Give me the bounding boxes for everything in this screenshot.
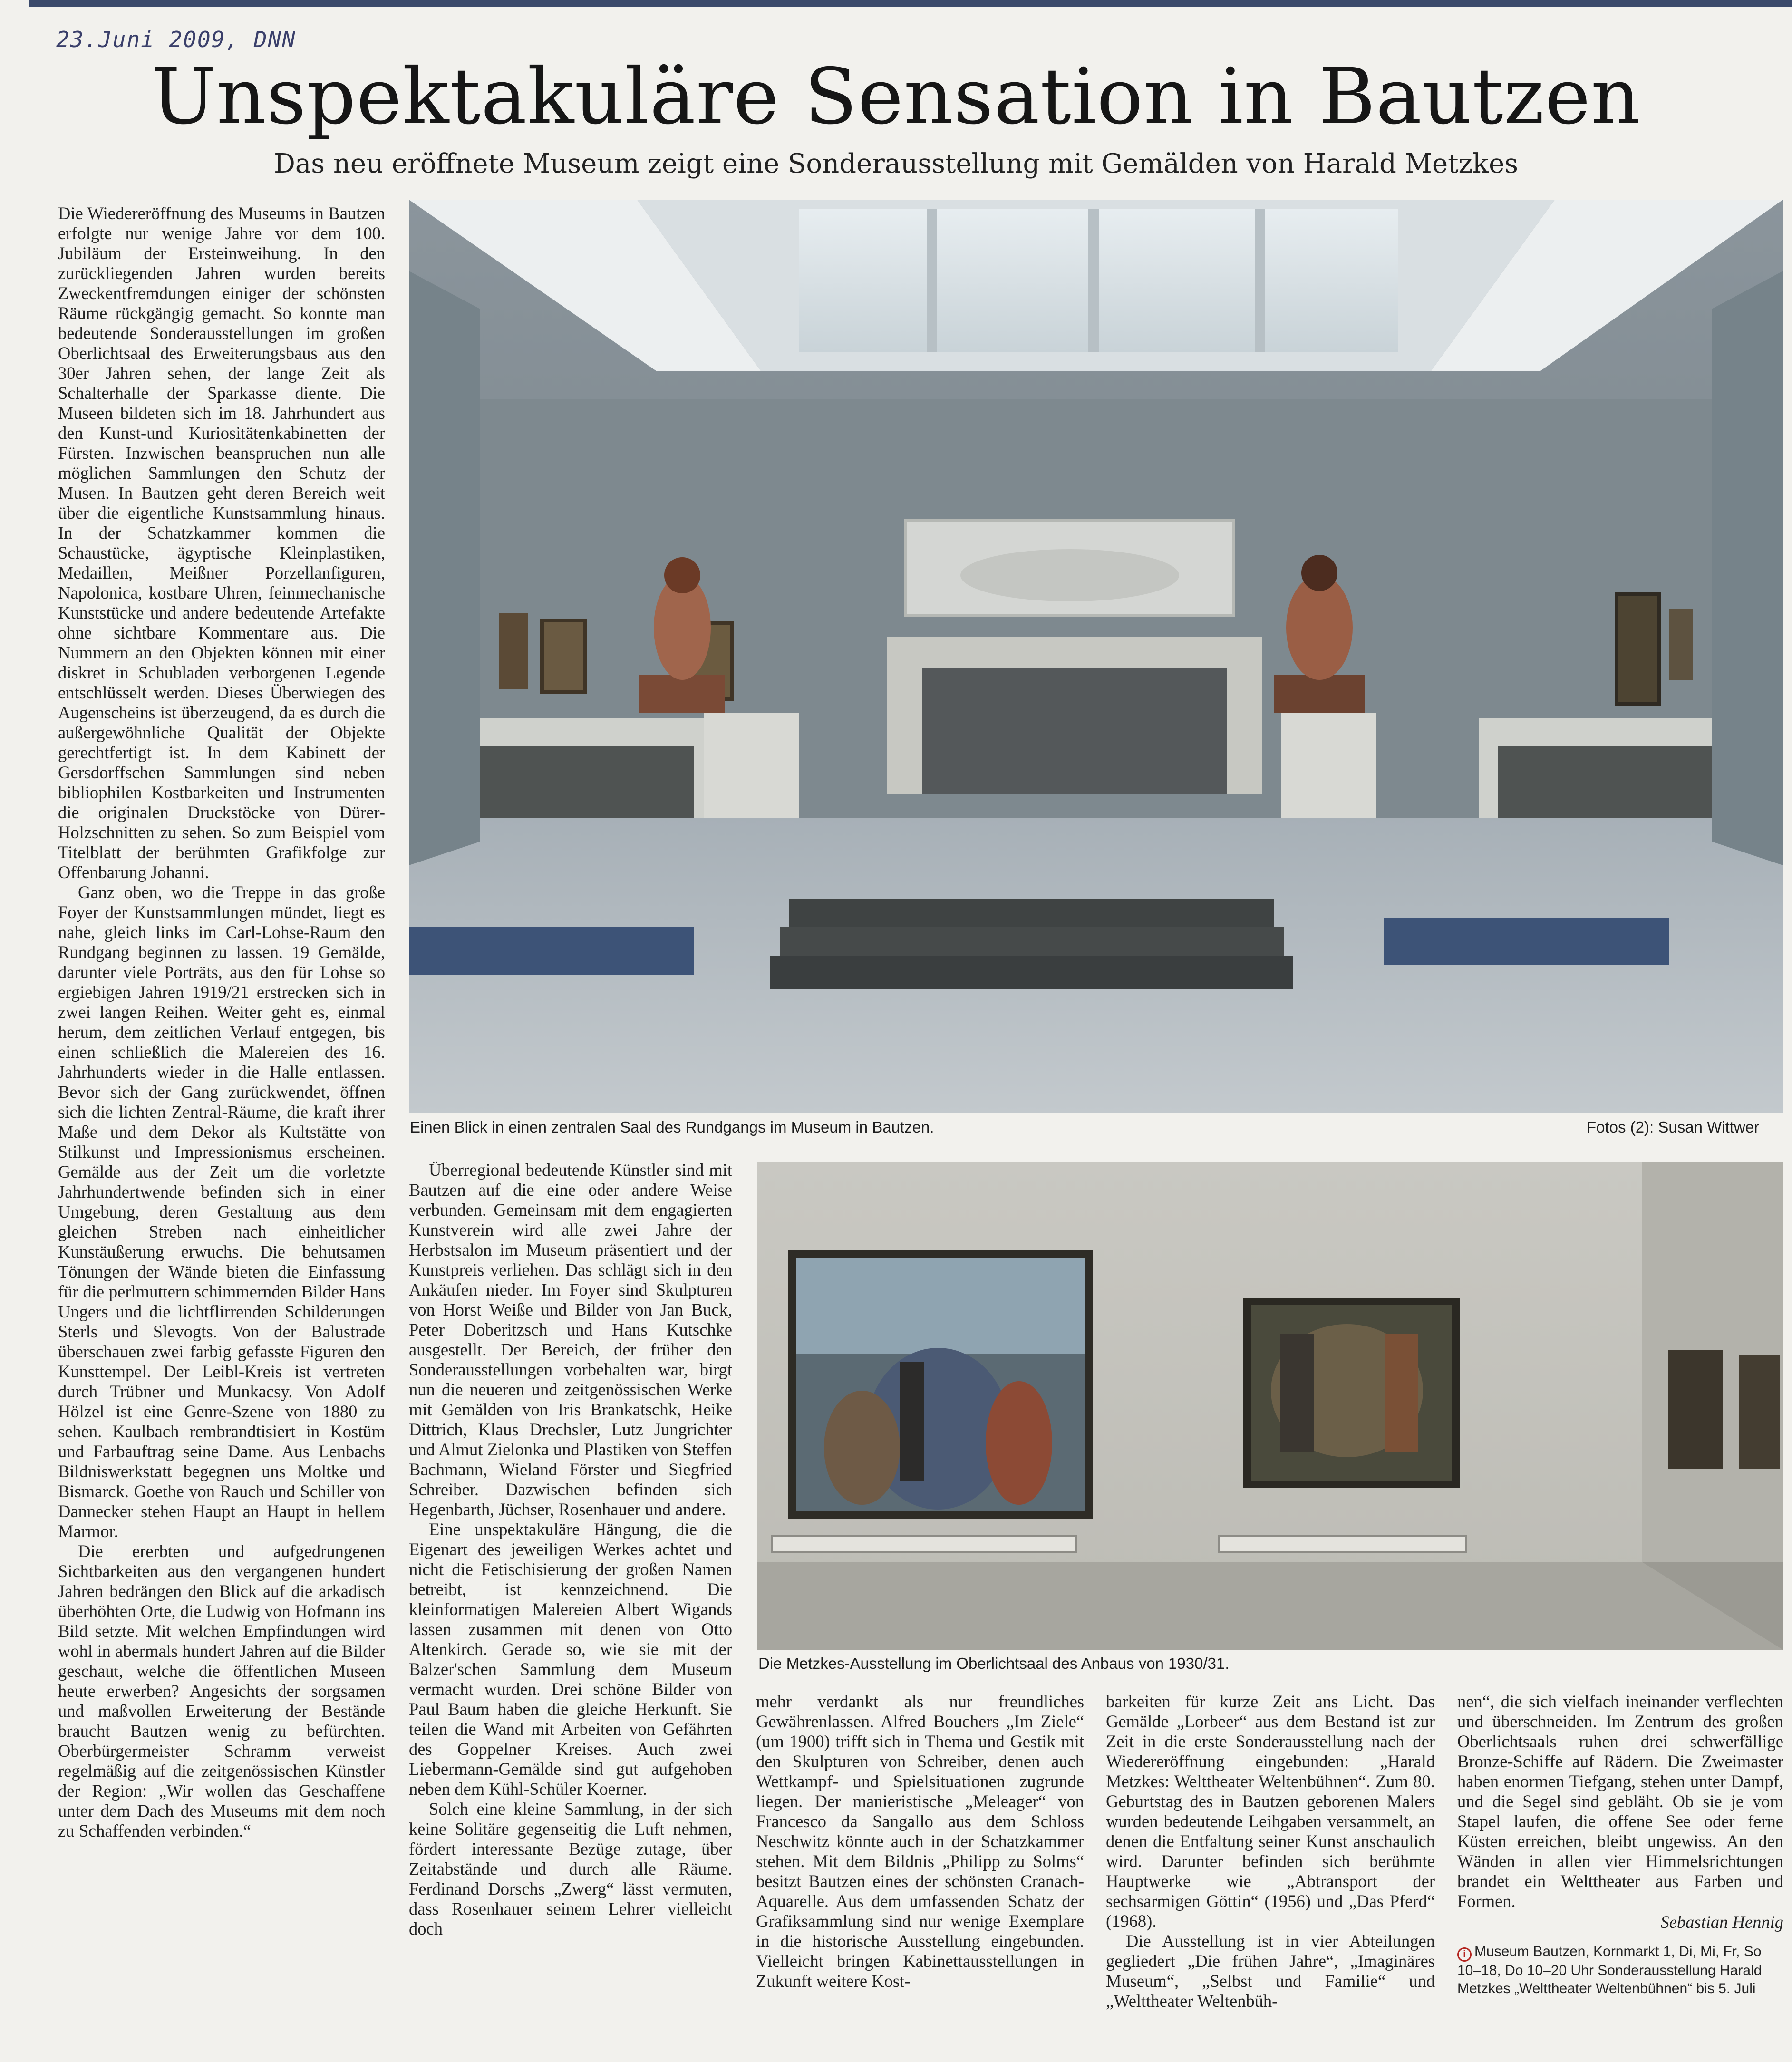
article-paragraph: barkeiten für kurze Zeit ans Licht. Das Gemälde „Lorbeer“ aus dem Bestand ist zur Zeit in die erste Sonderausstellung nach der Wiedereröffnung eingebunden: „Harald Metzkes: Welttheater Weltenbühnen“. Zum 80. Geburtstag des in Bautzen geborenen Malers wurden bedeutende Leihgaben versammelt, an denen die Entfaltung seiner Kunst anschaulich wird. Darunter befinden sich berühmte Hauptwerke wie „Abtransport der sechsarmigen Göttin“ (1956) und „Das Pferd“ (1968). xyxy=(1106,1692,1435,1931)
info-icon: i xyxy=(1457,1947,1472,1962)
info-box xyxy=(1457,1943,1783,1998)
article-column-2 xyxy=(409,1160,732,2040)
top-rule xyxy=(29,0,1792,7)
article-paragraph: Die Wiedereröffnung des Museums in Bautzen erfolgte nur wenige Jahre vor dem 100. Jubiläum der Ersteinweihung. In den zurückliegenden Jahren wurden bereits Zweckentfremdungen einiger der schönsten Räume rückgängig gemacht. So konnte man bedeutende Sonderausstellungen im großen Oberlichtsaal des Erweiterungsbaus aus den 30er Jahren sehen, der lange Zeit als Schalterhalle der Sparkasse diente. Die Museen bildeten sich im 18. Jahrhundert aus den Kunst-und Kuriositätenkabinetten der Fürsten. Inzwischen beanspruchen nun alle möglichen Sammlungen den Schutz der Musen. In Bautzen geht deren Bereich weit über die eigentliche Kunstsammlung hinaus. In der Schatzkammer kommen die Schaustücke, ägyptische Kleinplastiken, Medaillen, Meißner Porzellanfiguren, Napolonica, kostbare Uhren, feinmechanische Kunststücke und andere bedeutende Artefakte ohne sichtbare Kommentare aus. Die Nummern an den Objekten können mit einer diskret in Schubladen verborgenen Legende entschlüsselt werden. Dieses Überwiegen des Augenscheins ist überzeugend, da es durch die außergewöhnliche Qualität der Objekte gerechtfertigt ist. In dem Kabinett der Gersdorffschen Sammlungen sind neben bibliophilen Kostbarkeiten und Instrumenten die originalen Druckstöcke von Dürer-Holzschnitten zu sehen. So zum Beispiel vom Titelblatt der berühmten Grafikfolge zur Offenbarung Johanni. xyxy=(58,203,385,882)
photo-credit: Fotos (2): Susan Wittwer xyxy=(1587,1118,1760,1136)
author-byline: Sebastian Hennig xyxy=(1660,1912,1783,1932)
article-paragraph: Eine unspektakuläre Hängung, die die Eigenart des jeweiligen Werkes achtet und nicht die Fetischisierung der großen Namen betreibt, ist kennzeichnend. Die kleinformatigen Malereien Albert Wigands lassen zusammen mit denen von Otto Altenkirch. Gerade so, wie sie mit der Balzer'schen Sammlung dem Museum vermacht wurden. Drei schöne Bilder von Paul Baum haben die gleiche Herkunft. Sie teilen die Wand mit Arbeiten von Gefährten des Goppelner Kreises. Auch zwei Liebermann-Gemälde sind gut aufgehoben neben dem Kühl-Schüler Koerner. xyxy=(409,1520,732,1799)
article-column-3 xyxy=(756,1692,1084,2043)
article-paragraph: Die Ausstellung ist in vier Abteilungen gegliedert „Die frühen Jahre“, „Imaginäres Museum“, „Selbst und Familie“ und „Welttheater Weltenbüh- xyxy=(1106,1931,1435,2011)
article-paragraph: mehr verdankt als nur freundliches Gewährenlassen. Alfred Bouchers „Im Ziele“ (um 1900) trifft sich in Thema und Gestik mit den Skulpturen von Schreiber, denen auch Wettkampf- und Spielsituationen zugrunde liegen. Der manieristische „Meleager“ von Francesco da Sangallo aus dem Schloss Neschwitz könnte auch in der Schatzkammer stehen. Mit dem Bildnis „Philipp zu Solms“ besitzt Bautzen eines der schönsten Cranach-Aquarelle. Aus dem umfassenden Schatz der Grafiksammlung sind nur wenige Exemplare in die historische Ausstellung eingebunden. Vielleicht bringen Kabinettausstellungen in Zukunft weitere Kost- xyxy=(756,1692,1084,1991)
article-column-4 xyxy=(1106,1692,1435,2043)
subheadline: Das neu eröffnete Museum zeigt eine Sonderausstellung mit Gemälden von Harald Metzkes xyxy=(274,148,1518,179)
article-paragraph: Ganz oben, wo die Treppe in das große Foyer der Kunstsammlungen mündet, liegt es nahe, gleich links im Carl-Lohse-Raum den Rundgang beginnen zu lassen. 19 Gemälde, darunter viele Porträts, aus den für Lohse so ergiebigen Jahren 1919/21 erstrecken sich in zwei langen Reihen. Weiter geht es, einmal herum, dem zeitlichen Verlauf entgegen, bis einen schließlich die Malereien des 16. Jahrhunderts wieder in die Halle entlassen. Bevor sich der Gang zurückwendet, öffnen sich die lichten Zentral-Räume, die kraft ihrer Maße und dem Dekor als Kultstätte von Stilkunst und Impressionismus erscheinen. Gemälde aus der Zeit um die vorletzte Jahrhundertwende befinden sich in einer Umgebung, deren Gestaltung aus dem gleichen Streben nach einheitlicher Kunstäußerung erwuchs. Die behutsamen Tönungen der Wände bieten die Einfassung für die perlmuttern schimmernden Bilder Hans Ungers und die lichtflirrenden Schilderungen Sterls und Slevogts. Von der Balustrade überschauen zwei farbig gefasste Figuren den Kunsttempel. Der Leibl-Kreis ist vertreten durch Trübner und Munkacsy. Von Adolf Hölzel ist eine Genre-Szene von 1880 zu sehen. Kaulbach rembrandtisiert in Kostüm und Farbauftrag seine Dame. Aus Lenbachs Bildniswerkstatt begegnen uns Moltke und Bismarck. Goethe von Rauch und Schiller von Dannecker stehen Haupt an Haupt in hellem Marmor. xyxy=(58,882,385,1541)
headline: Unspektakuläre Sensation in Bautzen xyxy=(151,52,1641,142)
metzkes-exhibition-photo xyxy=(757,1162,1783,1650)
museum-hall-photo xyxy=(409,200,1783,1113)
article-column-1 xyxy=(58,203,385,2034)
article-column-5 xyxy=(1457,1692,1783,2043)
article-paragraph: Die ererbten und aufgedrungenen Sichtbarkeiten aus den vergangenen hundert Jahren bedrängen den Blick auf die arkadisch überhöhten Orte, die Ludwig von Hofmann ins Bild setzte. Mit welchen Empfindungen wird wohl in abermals hundert Jahren auf die Bilder geschaut, welche die öffentlichen Museen heute erwerben? Angesichts der sorgsamen und maßvollen Erweiterung der Bestände braucht Bautzen wenig zu befürchten. Oberbürgermeister Schramm verweist regelmäßig auf die zeitgenössischen Künstler der Region: „Wir wollen das Geschaffene unter dem Dach des Museums mit dem noch zu Schaffenden verbinden.“ xyxy=(58,1541,385,1840)
handwritten-date-note: 23.Juni 2009, DNN xyxy=(56,27,296,52)
photo-caption-bottom: Die Metzkes-Ausstellung im Oberlichtsaal des Anbaus von 1930/31. xyxy=(758,1655,1230,1672)
article-paragraph: Solch eine kleine Sammlung, in der sich keine Solitäre gegenseitig die Luft nehmen, fördert interessante Bezüge zutage, über Zeitabstände und durch alle Räume. Ferdinand Dorschs „Zwerg“ lässt vermuten, dass Rosenhauer seinem Lehrer vielleicht doch xyxy=(409,1799,732,1938)
article-paragraph: Überregional bedeutende Künstler sind mit Bautzen auf die eine oder andere Weise verbunden. Gemeinsam mit dem engagierten Kunstverein wird alle zwei Jahre der Herbstsalon im Museum präsentiert und der Kunstpreis verliehen. Das schlägt sich in den Ankäufen nieder. Im Foyer sind Skulpturen von Horst Weiße und Bilder von Jan Buck, Peter Doberitzsch und Hans Kutschke ausgestellt. Der Bereich, der früher den Sonderausstellungen vorbehalten war, birgt nun die neueren und zeitgenössischen Werke mit Gemälden von Iris Brankatschk, Heike Dittrich, Klaus Drechsler, Lutz Jungrichter und Almut Zielonka und Plastiken von Steffen Bachmann, Wieland Förster und Siegfried Schreiber. Dazwischen befinden sich Hegenbarth, Jüchser, Rosenhauer und andere. xyxy=(409,1160,732,1519)
article-paragraph: nen“, die sich vielfach ineinander verflechten und überschneiden. Im Zentrum des großen Oberlichtsaals ruhen drei schwerfällige Bronze-Schiffe auf Rädern. Die Zweimaster haben enormen Tiefgang, stehen unter Dampf, und die Segel sind gebläht. Ob sie je vom Stapel laufen, die offene See oder ferne Küsten erreichen, bleibt ungewiss. An den Wänden in allen vier Himmelsrichtungen brandet ein Welttheater aus Farben und Formen. xyxy=(1457,1692,1783,1911)
photo-caption-top: Einen Blick in einen zentralen Saal des Rundgangs im Museum in Bautzen. xyxy=(410,1118,934,1136)
info-box-text: Museum Bautzen, Kornmarkt 1, Di, Mi, Fr, So 10–18, Do 10–20 Uhr Sonderausstellung Harald Metzkes „Welttheater Weltenbühnen“ bis 5. Juli xyxy=(1457,1944,1762,1996)
